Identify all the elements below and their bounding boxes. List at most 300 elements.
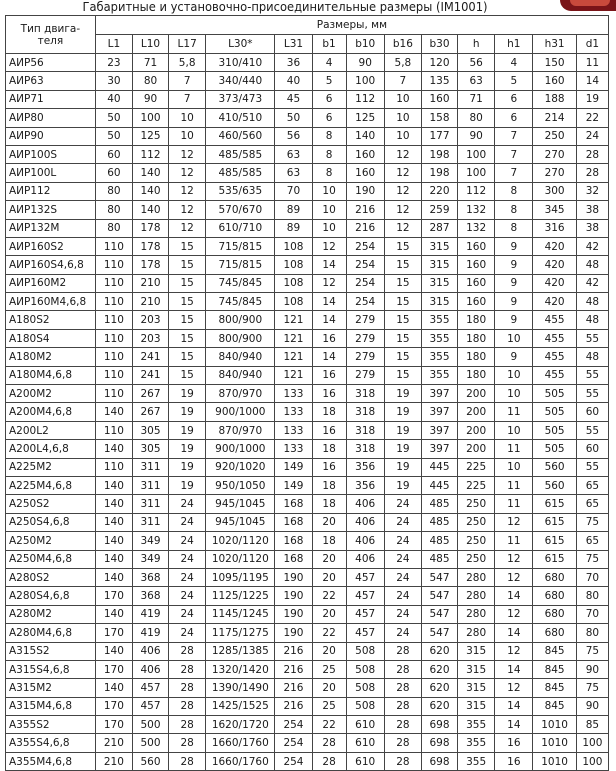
dimension-cell: 1095/1195 xyxy=(206,568,275,586)
dimension-cell: 698 xyxy=(421,752,457,770)
dimension-cell: 110 xyxy=(95,237,132,255)
dimension-cell: 140 xyxy=(132,164,168,182)
table-row xyxy=(6,256,609,274)
table-row xyxy=(6,403,609,421)
dimension-cell: 505 xyxy=(533,421,576,439)
dimension-cell: 110 xyxy=(95,348,132,366)
motor-type-cell: А355S2 xyxy=(6,716,96,734)
dimension-cell: 24 xyxy=(384,550,421,568)
dimension-cell: 177 xyxy=(421,127,457,145)
dimension-cell: 190 xyxy=(275,624,312,642)
dimension-cell: 715/815 xyxy=(206,237,275,255)
dimension-cell: 11 xyxy=(495,403,533,421)
dimension-cell: 55 xyxy=(576,329,608,347)
dimension-cell: 28 xyxy=(576,145,608,163)
dimension-cell: 12 xyxy=(169,201,206,219)
dimension-cell: 60 xyxy=(576,440,608,458)
dimension-cell: 71 xyxy=(132,54,168,72)
dimension-cell: 4 xyxy=(312,54,346,72)
dimension-cell: 12 xyxy=(169,164,206,182)
dimension-cell: 680 xyxy=(533,605,576,623)
dimension-cell: 19 xyxy=(169,440,206,458)
dimension-cell: 100 xyxy=(576,734,608,752)
dimension-cell: 279 xyxy=(346,311,384,329)
dimension-cell: 1145/1245 xyxy=(206,605,275,623)
dimension-cell: 1020/1120 xyxy=(206,532,275,550)
table-row xyxy=(6,642,609,660)
dimension-cell: 15 xyxy=(169,256,206,274)
dimension-cell: 15 xyxy=(384,274,421,292)
dimension-cell: 1285/1385 xyxy=(206,642,275,660)
table-row xyxy=(6,72,609,90)
dimension-cell: 140 xyxy=(95,605,132,623)
motor-type-cell: А280S2 xyxy=(6,568,96,586)
dimension-cell: 406 xyxy=(346,532,384,550)
dimension-cell: 315 xyxy=(458,660,495,678)
dimension-cell: 419 xyxy=(132,624,168,642)
dimension-cell: 80 xyxy=(95,219,132,237)
dimension-cell: 311 xyxy=(132,495,168,513)
dimension-cell: 406 xyxy=(346,513,384,531)
dimension-cell: 140 xyxy=(132,201,168,219)
dimension-cell: 445 xyxy=(421,458,457,476)
motor-type-cell: А315S4,6,8 xyxy=(6,660,96,678)
dimension-cell: 24 xyxy=(169,568,206,586)
dimension-cell: 250 xyxy=(533,127,576,145)
brand-logo xyxy=(560,0,616,11)
dimension-cell: 315 xyxy=(421,256,457,274)
table-row xyxy=(6,127,609,145)
dimension-cell: 270 xyxy=(533,145,576,163)
table-row xyxy=(6,385,609,403)
motor-type-cell: А180S4 xyxy=(6,329,96,347)
dimension-cell: 90 xyxy=(458,127,495,145)
dimension-cell: 10 xyxy=(495,458,533,476)
dimension-cell: 100 xyxy=(132,109,168,127)
dimension-cell: 279 xyxy=(346,366,384,384)
dimension-cell: 120 xyxy=(421,54,457,72)
dimension-cell: 50 xyxy=(95,127,132,145)
dimension-cell: 28 xyxy=(169,660,206,678)
table-row xyxy=(6,274,609,292)
dimension-cell: 160 xyxy=(458,274,495,292)
motor-type-cell: АИР71 xyxy=(6,90,96,108)
dimension-cell: 65 xyxy=(576,495,608,513)
dimension-cell: 110 xyxy=(95,256,132,274)
dimension-cell: 15 xyxy=(384,237,421,255)
dimension-cell: 75 xyxy=(576,679,608,697)
dimension-cell: 80 xyxy=(576,624,608,642)
dimension-cell: 12 xyxy=(495,513,533,531)
dimension-cell: 620 xyxy=(421,697,457,715)
dimension-cell: 203 xyxy=(132,329,168,347)
table-row xyxy=(6,237,609,255)
dimension-cell: 14 xyxy=(495,624,533,642)
dimension-cell: 420 xyxy=(533,237,576,255)
dimension-cell: 140 xyxy=(95,550,132,568)
dimension-cell: 7 xyxy=(384,72,421,90)
dimension-cell: 28 xyxy=(384,716,421,734)
dimension-cell: 28 xyxy=(169,697,206,715)
dimension-cell: 11 xyxy=(495,495,533,513)
dimension-cell: 19 xyxy=(384,385,421,403)
dimension-cell: 198 xyxy=(421,164,457,182)
dimension-cell: 28 xyxy=(169,716,206,734)
dimension-cell: 12 xyxy=(495,679,533,697)
dimension-cell: 485 xyxy=(421,532,457,550)
dimension-cell: 14 xyxy=(495,660,533,678)
dimension-cell: 100 xyxy=(346,72,384,90)
dimension-cell: 345 xyxy=(533,201,576,219)
dimension-cell: 5,8 xyxy=(169,54,206,72)
table-row xyxy=(6,329,609,347)
dimension-cell: 110 xyxy=(95,293,132,311)
dimension-cell: 70 xyxy=(275,182,312,200)
table-row xyxy=(6,440,609,458)
dimension-cell: 241 xyxy=(132,366,168,384)
motor-type-cell: А280M2 xyxy=(6,605,96,623)
dimension-cell: 24 xyxy=(169,605,206,623)
dimension-cell: 42 xyxy=(576,274,608,292)
column-header: L10 xyxy=(132,35,168,54)
dimension-cell: 24 xyxy=(169,587,206,605)
dimension-cell: 170 xyxy=(95,660,132,678)
dimension-cell: 108 xyxy=(275,237,312,255)
table-row xyxy=(6,697,609,715)
motor-type-cell: А250S2 xyxy=(6,495,96,513)
dimension-cell: 373/473 xyxy=(206,90,275,108)
dimension-cell: 10 xyxy=(312,201,346,219)
dimension-cell: 28 xyxy=(384,734,421,752)
dimension-cell: 132 xyxy=(458,219,495,237)
dimension-cell: 315 xyxy=(458,679,495,697)
dimension-cell: 455 xyxy=(533,329,576,347)
dimension-cell: 80 xyxy=(576,587,608,605)
dimension-cell: 16 xyxy=(312,366,346,384)
dimension-cell: 4 xyxy=(495,54,533,72)
dimension-cell: 178 xyxy=(132,219,168,237)
dimension-cell: 203 xyxy=(132,311,168,329)
dimension-cell: 254 xyxy=(346,256,384,274)
dimension-cell: 397 xyxy=(421,440,457,458)
dimension-cell: 680 xyxy=(533,587,576,605)
dimension-cell: 6 xyxy=(495,90,533,108)
dimension-cell: 318 xyxy=(346,403,384,421)
dimension-cell: 267 xyxy=(132,403,168,421)
dimension-cell: 110 xyxy=(95,274,132,292)
dimension-cell: 20 xyxy=(312,550,346,568)
table-row xyxy=(6,182,609,200)
dimension-cell: 20 xyxy=(312,568,346,586)
dimension-cell: 610 xyxy=(346,734,384,752)
dimension-cell: 200 xyxy=(458,403,495,421)
dimension-cell: 216 xyxy=(275,642,312,660)
dimension-cell: 457 xyxy=(132,679,168,697)
dimension-cell: 168 xyxy=(275,532,312,550)
table-row xyxy=(6,568,609,586)
motor-type-cell: АИР112 xyxy=(6,182,96,200)
dimension-cell: 615 xyxy=(533,495,576,513)
dimension-cell: 12 xyxy=(312,274,346,292)
dimension-cell: 950/1050 xyxy=(206,476,275,494)
motor-type-cell: А180M4,6,8 xyxy=(6,366,96,384)
dimension-cell: 110 xyxy=(95,385,132,403)
dimension-cell: 216 xyxy=(275,697,312,715)
motor-type-cell: А180S2 xyxy=(6,311,96,329)
dimension-cell: 18 xyxy=(312,495,346,513)
dimension-cell: 356 xyxy=(346,458,384,476)
dimension-cell: 10 xyxy=(312,219,346,237)
motor-type-cell: А355S4,6,8 xyxy=(6,734,96,752)
dimension-cell: 15 xyxy=(169,366,206,384)
dimension-cell: 420 xyxy=(533,274,576,292)
dimension-cell: 7 xyxy=(495,164,533,182)
dimension-cell: 14 xyxy=(495,697,533,715)
dimension-cell: 28 xyxy=(384,660,421,678)
dimension-cell: 24 xyxy=(384,495,421,513)
dimension-cell: 160 xyxy=(458,237,495,255)
dimension-cell: 457 xyxy=(346,587,384,605)
dimension-cell: 89 xyxy=(275,201,312,219)
dimension-cell: 40 xyxy=(95,90,132,108)
dimension-cell: 28 xyxy=(169,734,206,752)
table-row xyxy=(6,495,609,513)
dimension-cell: 485 xyxy=(421,513,457,531)
dimension-cell: 610 xyxy=(346,752,384,770)
dimension-cell: 160 xyxy=(346,145,384,163)
motor-type-cell: АИР160M4,6,8 xyxy=(6,293,96,311)
dimension-cell: 14 xyxy=(312,256,346,274)
dimension-cell: 19 xyxy=(384,421,421,439)
dimension-cell: 22 xyxy=(312,587,346,605)
dimension-cell: 508 xyxy=(346,642,384,660)
dimension-cell: 845 xyxy=(533,642,576,660)
dimension-cell: 250 xyxy=(458,532,495,550)
dimension-cell: 24 xyxy=(169,550,206,568)
dimension-cell: 20 xyxy=(312,642,346,660)
dimension-cell: 10 xyxy=(384,127,421,145)
dimension-cell: 12 xyxy=(384,164,421,182)
dimension-cell: 160 xyxy=(533,72,576,90)
dimension-cell: 160 xyxy=(458,256,495,274)
dimension-cell: 745/845 xyxy=(206,274,275,292)
dimension-cell: 110 xyxy=(95,421,132,439)
dimension-cell: 16 xyxy=(312,385,346,403)
dimension-cell: 547 xyxy=(421,605,457,623)
dimension-cell: 1125/1225 xyxy=(206,587,275,605)
dimension-cell: 6 xyxy=(312,109,346,127)
dimension-cell: 10 xyxy=(495,329,533,347)
dimension-cell: 55 xyxy=(576,366,608,384)
motor-type-cell: А280S4,6,8 xyxy=(6,587,96,605)
dimension-cell: 216 xyxy=(346,201,384,219)
dimension-cell: 140 xyxy=(95,568,132,586)
dimension-cell: 108 xyxy=(275,274,312,292)
dimension-cell: 56 xyxy=(275,127,312,145)
dimension-cell: 19 xyxy=(384,458,421,476)
motor-type-cell: АИР80 xyxy=(6,109,96,127)
dimension-cell: 108 xyxy=(275,293,312,311)
dimension-cell: 250 xyxy=(458,513,495,531)
dimension-cell: 349 xyxy=(132,532,168,550)
dimension-cell: 11 xyxy=(495,440,533,458)
dimension-cell: 12 xyxy=(495,642,533,660)
motor-type-cell: А225M2 xyxy=(6,458,96,476)
dimension-cell: 70 xyxy=(576,605,608,623)
table-row xyxy=(6,734,609,752)
table-row xyxy=(6,752,609,770)
dimension-cell: 40 xyxy=(275,72,312,90)
dimension-cell: 12 xyxy=(384,182,421,200)
dimension-cell: 28 xyxy=(384,752,421,770)
dimension-cell: 355 xyxy=(421,366,457,384)
motor-type-cell: А250M2 xyxy=(6,532,96,550)
dimension-cell: 18 xyxy=(312,403,346,421)
dimension-cell: 315 xyxy=(458,697,495,715)
dimension-cell: 225 xyxy=(458,458,495,476)
dimension-cell: 457 xyxy=(346,605,384,623)
motor-type-cell: А250S4,6,8 xyxy=(6,513,96,531)
dimension-cell: 22 xyxy=(576,109,608,127)
table-row xyxy=(6,476,609,494)
dimension-cell: 60 xyxy=(576,403,608,421)
dimension-cell: 870/970 xyxy=(206,385,275,403)
table-row xyxy=(6,219,609,237)
dimension-cell: 48 xyxy=(576,348,608,366)
table-row xyxy=(6,679,609,697)
dimension-cell: 19 xyxy=(169,403,206,421)
dimension-cell: 190 xyxy=(275,587,312,605)
dimension-cell: 140 xyxy=(95,532,132,550)
dimension-cell: 28 xyxy=(169,642,206,660)
dimension-cell: 160 xyxy=(346,164,384,182)
dimension-cell: 1390/1490 xyxy=(206,679,275,697)
dimension-cell: 38 xyxy=(576,219,608,237)
dimension-cell: 220 xyxy=(421,182,457,200)
table-row xyxy=(6,716,609,734)
dimension-cell: 48 xyxy=(576,293,608,311)
dimension-cell: 15 xyxy=(169,237,206,255)
dimension-cell: 16 xyxy=(495,734,533,752)
dimension-cell: 216 xyxy=(275,660,312,678)
dimension-cell: 1620/1720 xyxy=(206,716,275,734)
dimension-cell: 24 xyxy=(576,127,608,145)
dimension-cell: 800/900 xyxy=(206,329,275,347)
dimension-cell: 615 xyxy=(533,513,576,531)
dimension-cell: 12 xyxy=(384,201,421,219)
dimension-cell: 18 xyxy=(312,532,346,550)
dimension-cell: 85 xyxy=(576,716,608,734)
header-motor-type: Тип двига- теля xyxy=(6,16,96,54)
dimension-cell: 12 xyxy=(495,550,533,568)
dimension-cell: 24 xyxy=(169,513,206,531)
dimension-cell: 570/670 xyxy=(206,201,275,219)
dimension-cell: 28 xyxy=(576,164,608,182)
dimension-cell: 80 xyxy=(458,109,495,127)
dimension-cell: 28 xyxy=(312,734,346,752)
dimension-cell: 36 xyxy=(275,54,312,72)
motor-type-cell: АИР90 xyxy=(6,127,96,145)
dimension-cell: 254 xyxy=(275,752,312,770)
dimension-cell: 149 xyxy=(275,458,312,476)
dimension-cell: 160 xyxy=(421,90,457,108)
dimension-cell: 140 xyxy=(132,182,168,200)
dimension-cell: 455 xyxy=(533,366,576,384)
dimension-cell: 1660/1760 xyxy=(206,734,275,752)
dimension-cell: 420 xyxy=(533,293,576,311)
dimension-cell: 133 xyxy=(275,385,312,403)
column-header: b16 xyxy=(384,35,421,54)
dimension-cell: 65 xyxy=(576,476,608,494)
dimension-cell: 149 xyxy=(275,476,312,494)
dimension-cell: 112 xyxy=(346,90,384,108)
motor-type-cell: А200L2 xyxy=(6,421,96,439)
dimension-cell: 870/970 xyxy=(206,421,275,439)
dimension-cell: 560 xyxy=(533,476,576,494)
dimension-cell: 267 xyxy=(132,385,168,403)
dimension-cell: 945/1045 xyxy=(206,495,275,513)
dimension-cell: 368 xyxy=(132,587,168,605)
dimension-cell: 25 xyxy=(312,660,346,678)
dimension-cell: 110 xyxy=(95,329,132,347)
dimension-cell: 547 xyxy=(421,624,457,642)
dimension-cell: 1660/1760 xyxy=(206,752,275,770)
dimension-cell: 508 xyxy=(346,660,384,678)
dimension-cell: 680 xyxy=(533,624,576,642)
dimension-cell: 500 xyxy=(132,716,168,734)
dimension-cell: 19 xyxy=(169,421,206,439)
dimension-cell: 24 xyxy=(384,624,421,642)
dimension-cell: 280 xyxy=(458,605,495,623)
dimension-cell: 318 xyxy=(346,440,384,458)
dimension-cell: 254 xyxy=(346,237,384,255)
dimension-cell: 406 xyxy=(346,495,384,513)
dimension-cell: 200 xyxy=(458,440,495,458)
dimension-cell: 90 xyxy=(576,660,608,678)
table-row xyxy=(6,109,609,127)
dimension-cell: 12 xyxy=(495,568,533,586)
dimension-cell: 5 xyxy=(495,72,533,90)
dimension-cell: 158 xyxy=(421,109,457,127)
dimension-cell: 9 xyxy=(495,256,533,274)
dimension-cell: 1010 xyxy=(533,752,576,770)
dimension-cell: 457 xyxy=(132,697,168,715)
dimension-cell: 508 xyxy=(346,679,384,697)
dimension-cell: 55 xyxy=(576,385,608,403)
dimension-cell: 18 xyxy=(312,440,346,458)
dimension-cell: 160 xyxy=(458,293,495,311)
table-row xyxy=(6,145,609,163)
motor-type-cell: А180M2 xyxy=(6,348,96,366)
dimension-cell: 254 xyxy=(346,293,384,311)
dimension-cell: 140 xyxy=(95,440,132,458)
dimension-cell: 15 xyxy=(169,293,206,311)
motor-type-cell: А200L4,6,8 xyxy=(6,440,96,458)
dimension-cell: 121 xyxy=(275,348,312,366)
dimension-cell: 615 xyxy=(533,532,576,550)
table-row xyxy=(6,550,609,568)
column-header: b1 xyxy=(312,35,346,54)
dimension-cell: 745/845 xyxy=(206,293,275,311)
dimension-cell: 535/635 xyxy=(206,182,275,200)
dimension-cell: 355 xyxy=(421,329,457,347)
dimension-cell: 1320/1420 xyxy=(206,660,275,678)
dimension-cell: 355 xyxy=(458,734,495,752)
motor-type-cell: А200M4,6,8 xyxy=(6,403,96,421)
dimension-cell: 698 xyxy=(421,734,457,752)
dimension-cell: 216 xyxy=(346,219,384,237)
dimension-cell: 455 xyxy=(533,311,576,329)
